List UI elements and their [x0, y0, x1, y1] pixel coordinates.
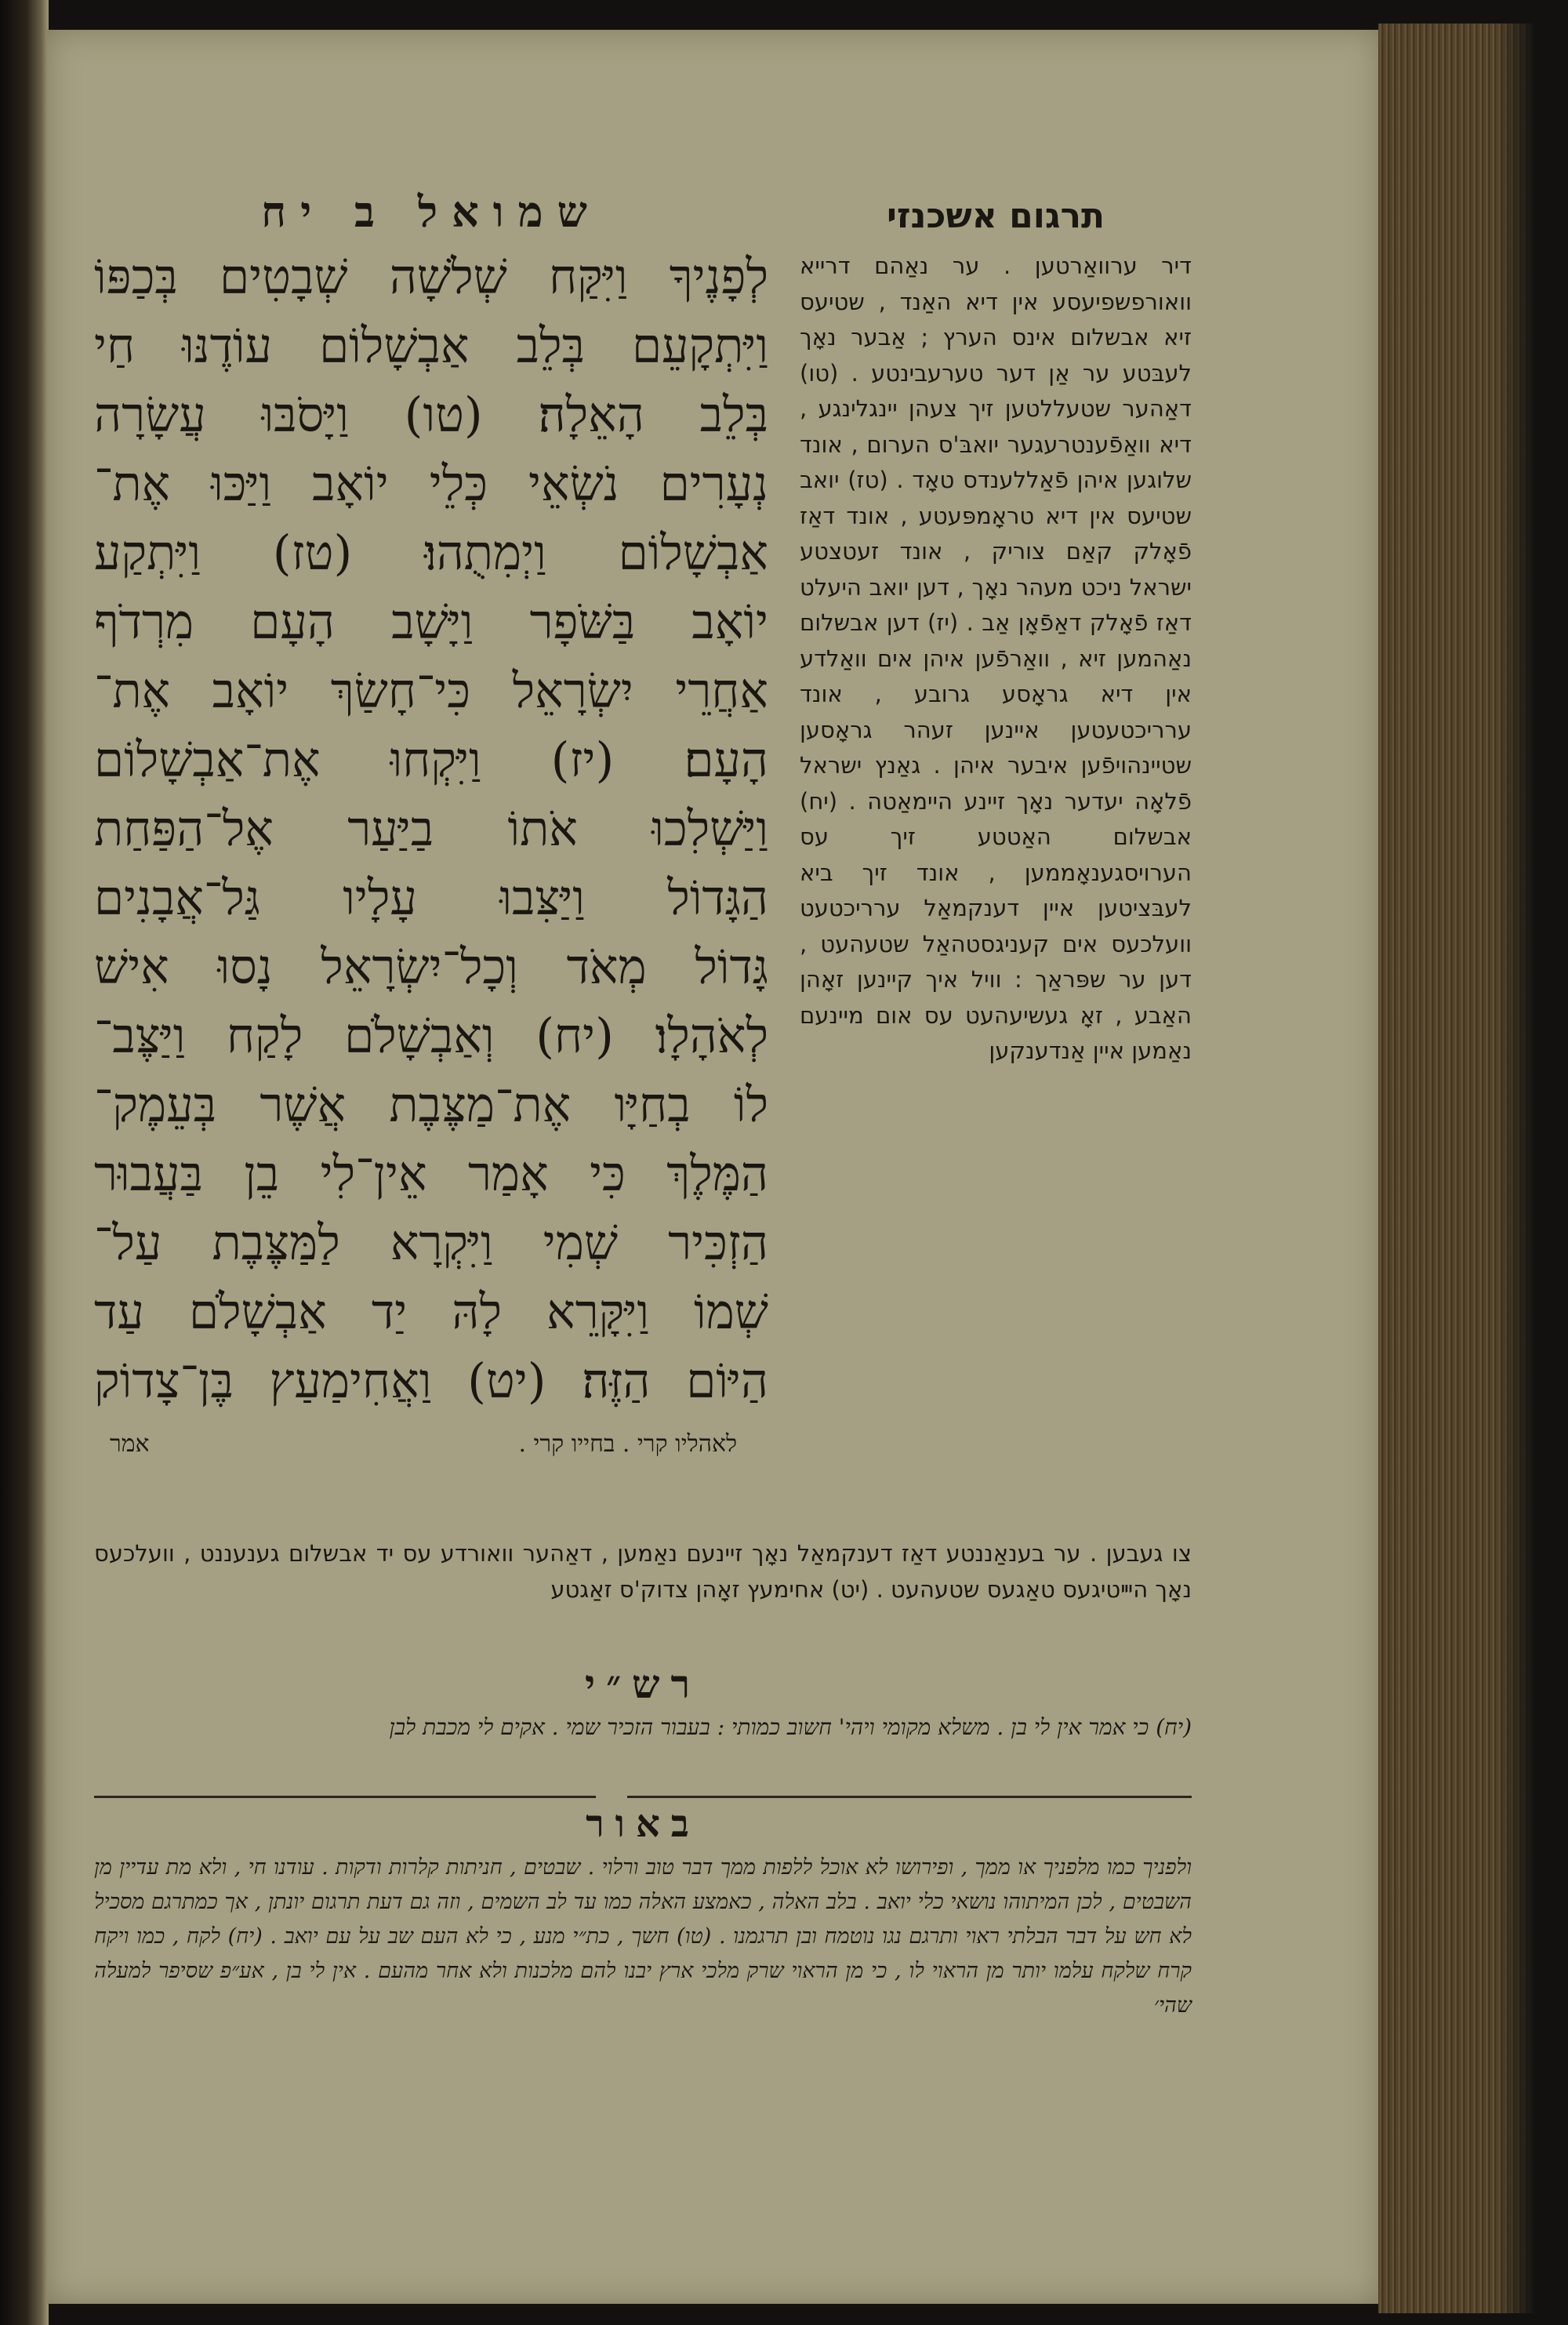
bible-line: וַיִּתְקָעֵם בְּלֵב אַבְשָׁלוֹם עוֹדֶנּוּ חַי	[94, 318, 768, 374]
bible-line: הַגָּדוֹל וַיַּצִּבוּ עָלָיו גַּל־אֲבָנִים	[94, 870, 768, 926]
bible-line: לְאֹהָלָו׃ (יח) וְאַבְשָׁלֹם לָקַח וַיַּצֶּב־	[94, 1008, 768, 1064]
divider-rule	[627, 1796, 1192, 1798]
kri-note: לאהליו קרי . בחייו קרי .	[518, 1430, 737, 1458]
bible-line: הַזְכִּיר שְׁמִי וַיִּקְרָא לַמַּצֶּבֶת עַל־	[94, 1215, 768, 1271]
bible-line: נְעָרִים נֹשְׂאֵי כְּלֵי יוֹאָב וַיַּכּוּ אֶת־	[94, 456, 768, 512]
catchword: אמר	[110, 1430, 150, 1458]
bible-heading: שמואל ב יח	[261, 187, 601, 237]
bible-line: שְׁמוֹ וַיִּקָּרֵא לָהּ יַד אַבְשָׁלֹם עַד	[94, 1284, 768, 1340]
biur-heading: באור	[586, 1802, 700, 1846]
targum-column	[800, 180, 1192, 1070]
bible-column	[94, 180, 768, 1458]
bible-line: הַמֶּלֶךְ כִּי אָמַר אֵין־לִי בֵן בַּעֲבוּר	[94, 1146, 768, 1202]
rashi-text: (יח) כי אמר אין לי בן . משלא מקומי ויהי' חשוב כמותי : בעבור הזכיר שמי . אקים לי מכבת לבן	[389, 1714, 1192, 1740]
rashi-heading: רש״י	[584, 1661, 702, 1707]
bible-line: לוֹ בְחַיָּו אֶת־מַצֶּבֶת אֲשֶׁר בְּעֵמֶק־	[94, 1077, 768, 1133]
bible-text	[94, 243, 768, 1416]
targum-continuation: צו געבען . ער בענאַננטע דאַז דענקמאַל נאָך זיינעם נאַמען , דאַהער וואורדע עס יד אבשלום גענעננט , וועלכעס נאָך היײטיגעס טאַגעס שטעהעט . (יט) אחימעץ זאָהן צדוק'ס זאַגטע	[94, 1540, 1192, 1603]
bible-line: הָעָם׃ (יז) וַיִּקְחוּ אֶת־אַבְשָׁלוֹם	[94, 732, 768, 788]
bible-line: יוֹאָב בַּשֹּׁפָר וַיָּשָׁב הָעָם מִרְדֹף	[94, 594, 768, 650]
bible-line: וַיַּשְׁלִכוּ אֹתוֹ בַיַּעַר אֶל־הַפַּחַת	[94, 801, 768, 857]
biur-commentary	[94, 1851, 1192, 2023]
page-edges	[1378, 24, 1535, 2313]
bible-line: גָּדוֹל מְאֹד וְכָל־יִשְׂרָאֵל נָסוּ אִישׁ	[94, 939, 768, 995]
targum-heading: תרגום אשכנזי	[886, 196, 1105, 236]
main-text-area	[94, 180, 1192, 1529]
bible-line: בְּלֵב הָאֵלָה׃ (טו) וַיָּסֹבּוּ עֲשָׂרָה	[94, 387, 768, 443]
bible-line: הַיּוֹם הַזֶּה׃ (יט) וַאֲחִימַעַץ בֶּן־צָדוֹק	[94, 1353, 768, 1409]
bible-line: אַבְשָׁלוֹם וַיְמִתֻהוּ׃ (טז) וַיִּתְקַע	[94, 525, 768, 581]
divider-rule	[94, 1796, 596, 1798]
biur-text: ולפניך כמו מלפניך או ממך , ופירושו לא אוכל ללפות ממך דבר טוב ורלוי . שבטים , חניתות קלרות ודקות . עודנו חי , ולא מת עדיין מן השבטים , לכן המיתוהו נושאי כלי יואב . בלב האלה , כאמצע האלה כמו עד לב השמים , וזה גם דעת תרגום יונתן , אך כמתרגם מסכיל לא חש על דבר הבלתי ראוי ותרגם נגו נוטמח ובן תרגמנו . (טו) חשך , כת״י מנע , כי לא העם שב על עם יואב . (יח) לקח , כמו ויקח קרח שלקח עלמו יותר מן הראוי לו , כי מן הראוי שרק מלכי ארץ יבנו להם מלכנות ולא אחר מהעם . אין לי בן , אע״פ שסיפר למעלה שהי׳	[94, 1855, 1192, 2018]
bible-line: לְפָנֶיךָ וַיִּקַּח שְׁלֹשָׁה שְׁבָטִים בְּכַפּוֹ	[94, 249, 768, 305]
targum-text: דיר ערוואַרטען . ער נאַהם דרייא וואורפשפיעסע אין דיא האַנד , שטיעס זיא אבשלום אינס הערץ ; אַבער נאָך לעבּטע ער אַן דער טערעבינטע . (טו) דאַהער שטעללטען זיך צעהן יינגלינגע , דיא וואַפֿענטרעגער יואבּ'ס הערום , אונד שלוגען איהן פֿאַללענדס טאָד . (טז) יואב שטיעס אין דיא טראָמפּעטע , אונד דאַז פֿאָלק קאַם צוריק , אונד זעטצטע ישראל ניכט מעהר נאָך , דען יואב היעלט דאַז פֿאָלק דאַפֿאָן אַב . (יז) דען אבשלום נאַהמען זיא , וואַרפֿען איהן אים וואַלדע אין דיא גראָסע גרובע , אונד ערריכטעטען איינען זעהר גראָסען שטיינהויפֿען איבער איהן . גאַנץ ישראל פֿלאָה יעדער נאָך זיינע היימאַטה . (יח) אבשלום האַטטע זיך עס הערויסגענאָממען , אונד זיך ביא לעבּציטען איין דענקמאַל ערריכטעט וועלכעס אים קעניגסטהאַל שטעהעט , דען ער שפּראַך : וויל איך קיינען זאָהן האַבע , זאָ געשיעהעט עס אום מיינעם נאַמען איין אַנדענקען	[800, 252, 1192, 1064]
bible-line: אַחֲרֵי יִשְׂרָאֵל כִּי־חָשַׂךְ יוֹאָב אֶת־	[94, 663, 768, 719]
masoretic-notes	[94, 1430, 768, 1458]
book-gutter	[0, 0, 49, 2325]
